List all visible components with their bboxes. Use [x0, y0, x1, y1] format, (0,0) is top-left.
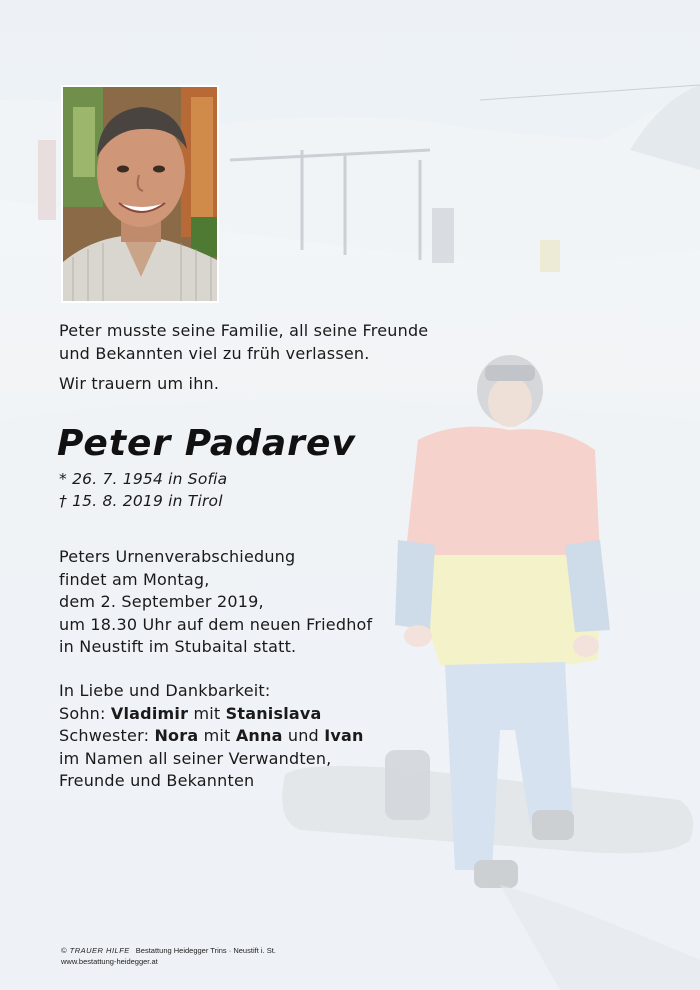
ceremony-info — [59, 546, 439, 659]
family-mourners — [59, 680, 439, 793]
sister-and: und — [282, 726, 325, 745]
ceremony-line: dem 2. September 2019, — [59, 592, 264, 611]
footer-line-1 — [61, 945, 276, 956]
deceased-name: Peter Padarev — [57, 423, 356, 464]
sister-child-2: Ivan — [324, 726, 364, 745]
birth-date: * 26. 7. 1954 in Sofia — [59, 470, 228, 488]
mourning-line: Wir trauern um ihn. — [59, 374, 220, 393]
death-date: † 15. 8. 2019 in Tirol — [59, 492, 223, 510]
family-closing-1: im Namen all seiner Verwandten, — [59, 748, 332, 768]
sister-with: mit — [198, 726, 236, 745]
sister-line — [59, 725, 439, 748]
footer-company: Bestattung Heidegger Trins · Neustift i. St. — [135, 946, 276, 955]
footer — [61, 945, 276, 967]
son-partner: Stanislava — [225, 703, 322, 723]
son-label: Sohn: — [59, 703, 111, 723]
portrait-photo — [61, 85, 219, 303]
ceremony-line: in Neustift im Stubaital statt. — [59, 637, 297, 656]
intro-line-1: Peter musste seine Familie, all seine Freunde — [59, 321, 429, 340]
ceremony-line: Peters Urnenverabschiedung — [59, 547, 296, 566]
ceremony-line: um 18.30 Uhr auf dem neuen Friedhof — [59, 614, 373, 634]
sister-child-1: Anna — [235, 726, 283, 745]
life-dates — [59, 468, 227, 512]
sister-label: Schwester: — [59, 726, 155, 745]
son-name: Vladimir — [110, 703, 189, 723]
footer-brand: © TRAUER HILFE — [61, 946, 130, 955]
intro-line-2: und Bekannten viel zu früh verlassen. — [59, 343, 370, 363]
intro-text — [59, 320, 479, 365]
son-with: mit — [188, 703, 226, 723]
family-closing-2: Freunde und Bekannten — [59, 771, 255, 790]
ceremony-line: findet am Montag, — [59, 569, 210, 589]
sister-name: Nora — [154, 726, 199, 745]
family-heading: In Liebe und Dankbarkeit: — [59, 681, 271, 700]
footer-website: www.bestattung-heidegger.at — [61, 957, 158, 966]
son-line — [59, 703, 439, 726]
